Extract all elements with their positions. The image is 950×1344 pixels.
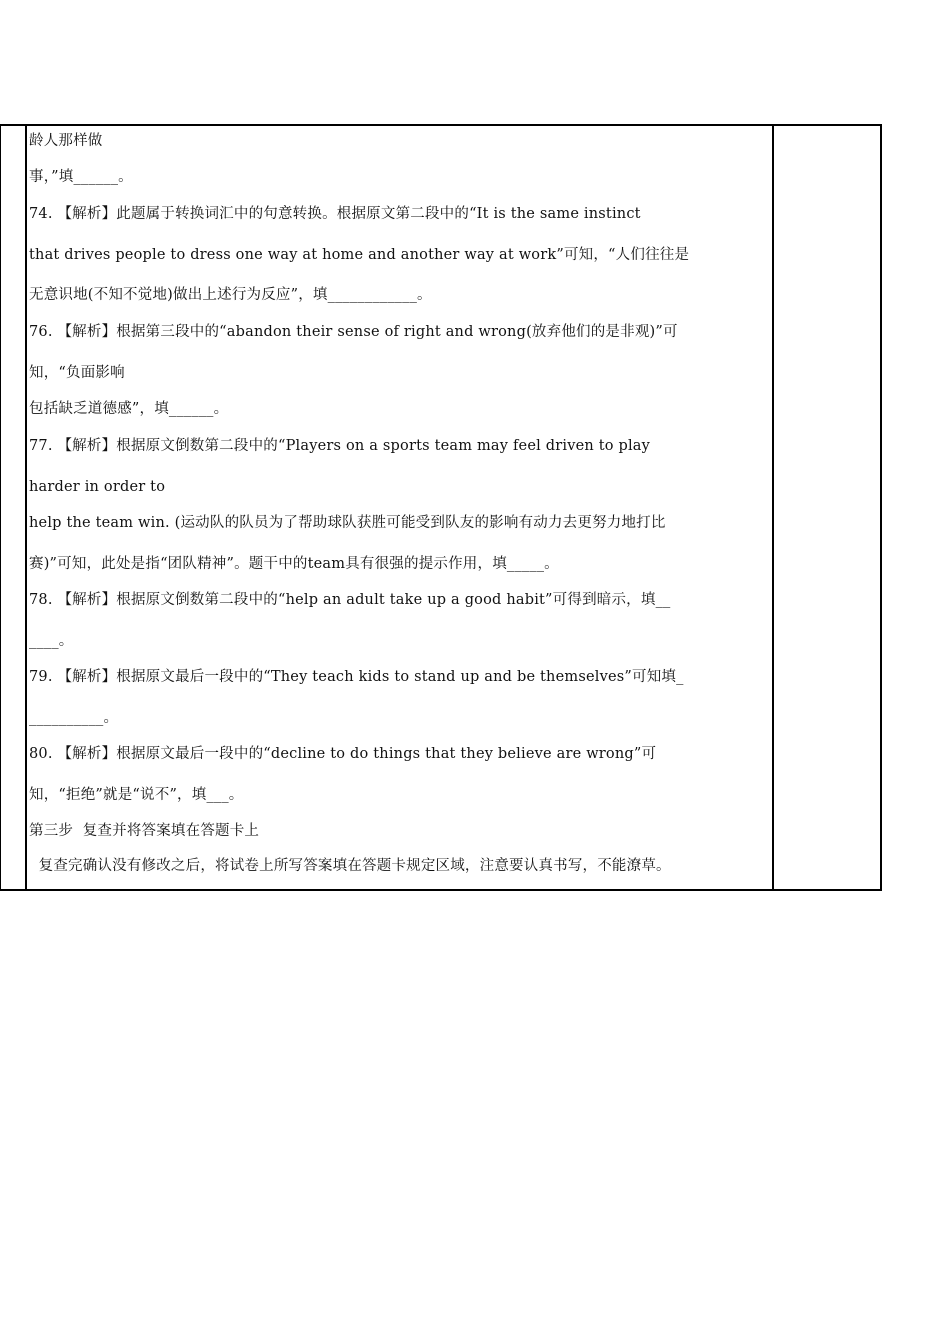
text-line: harder in order to <box>29 479 166 495</box>
text-line: 74. 【解析】此题属于转换词汇中的句意转换。根据原文第二段中的“It is the same instinct <box>29 206 641 222</box>
text-line: 包括缺乏道德感”，填______。 <box>29 401 229 417</box>
text-line: 79. 【解析】根据原文最后一段中的“They teach kids to stand up and be themselves”可知填_ <box>29 669 684 685</box>
text-line: 知，“负面影响 <box>29 365 125 381</box>
text-line: 龄人那样做 <box>29 133 103 149</box>
text-line: 无意识地(不知不觉地)做出上述行为反应”，填____________。 <box>29 287 432 303</box>
text-line: 76. 【解析】根据第三段中的“abandon their sense of right and wrong(放弃他们的是非观)”可 <box>29 324 678 340</box>
text-line: 知，“拒绝”就是“说不”，填___。 <box>29 787 244 803</box>
text-line: 77. 【解析】根据原文倒数第二段中的“Players on a sports team may feel driven to play <box>29 438 651 454</box>
content-column <box>27 126 774 889</box>
text-line: help the team win. (运动队的队员为了帮助球队获胜可能受到队友的影响有动力去更努力地打比 <box>29 515 666 531</box>
text-line: 复查完确认没有修改之后，将试卷上所写答案填在答题卡规定区域，注意要认真书写，不能潦草。 <box>29 858 671 874</box>
right-column <box>774 126 880 889</box>
answer-table <box>0 124 882 891</box>
text-line: 80. 【解析】根据原文最后一段中的“decline to do things that they believe are wrong”可 <box>29 746 657 762</box>
text-line: ____。 <box>29 633 74 649</box>
step-heading: 第三步 复查并将答案填在答题卡上 <box>29 823 260 839</box>
text-line: that drives people to dress one way at home and another way at work”可知，“人们往往是 <box>29 247 690 263</box>
text-line: 赛)”可知，此处是指“团队精神”。题干中的team具有很强的提示作用，填_____。 <box>29 556 559 572</box>
left-column <box>0 126 27 889</box>
text-line: 事，”填______。 <box>29 169 133 185</box>
text-line: __________。 <box>29 710 119 726</box>
text-line: 78. 【解析】根据原文倒数第二段中的“help an adult take up a good habit”可得到暗示，填__ <box>29 592 671 608</box>
